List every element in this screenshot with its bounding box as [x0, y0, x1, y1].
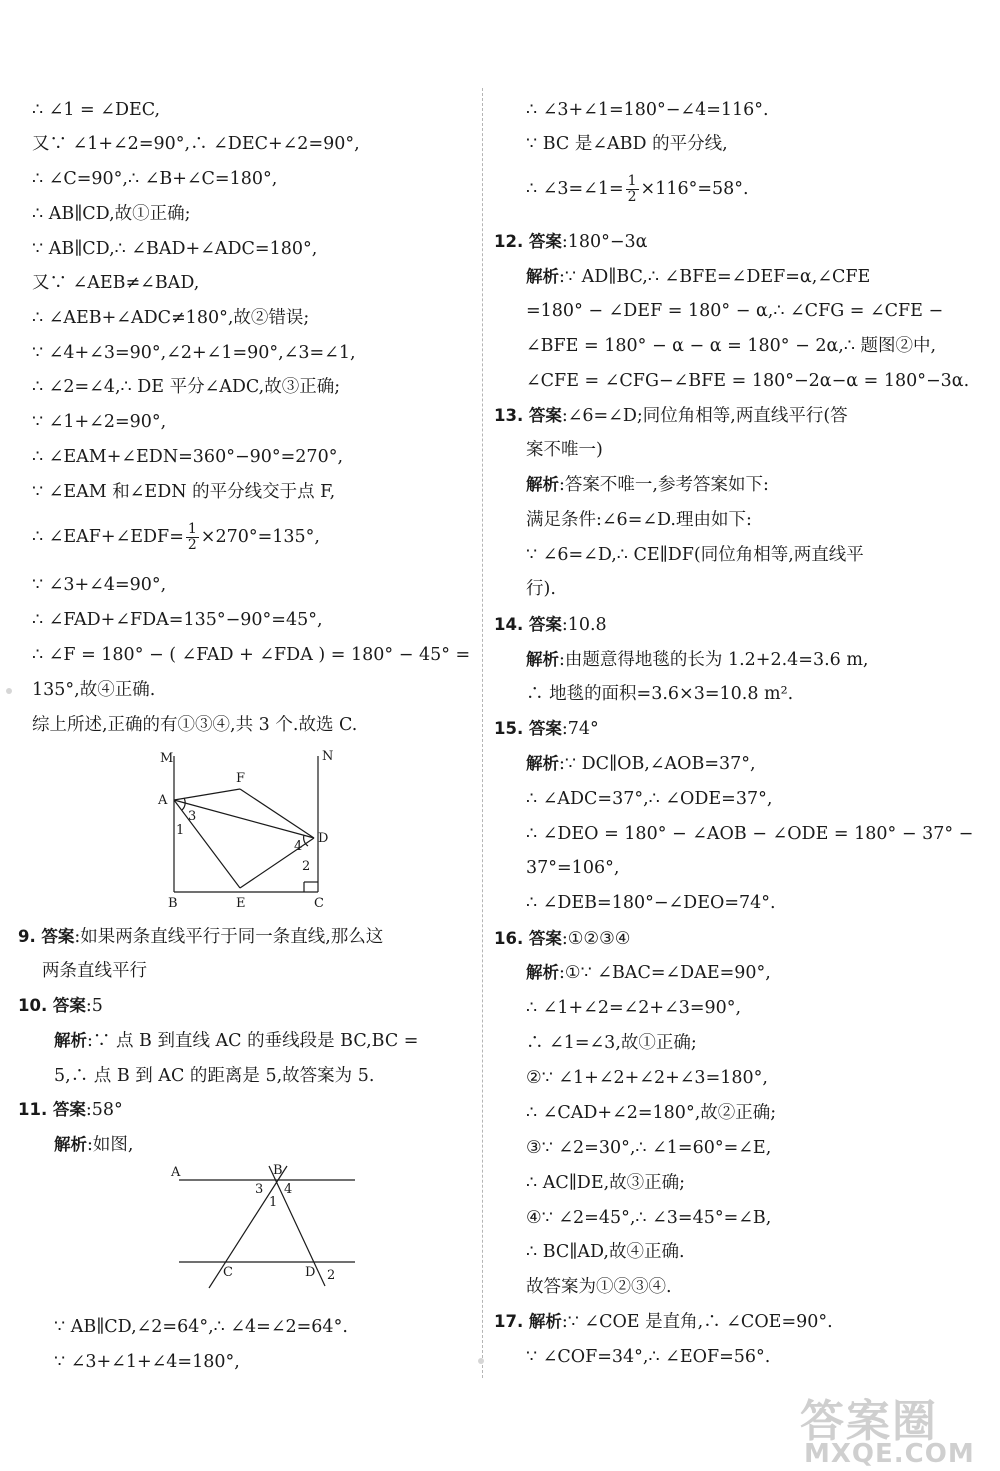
text-line: ∴ ∠DEO = 180° − ∠AOB − ∠ODE = 180° − 37° −	[526, 824, 974, 844]
explanation-line	[526, 647, 869, 673]
question-number: 14.	[494, 615, 524, 634]
answer-label: 答案	[528, 615, 562, 634]
answer-text: :74°	[561, 719, 599, 739]
text-line: 又∵ ∠1+∠2=90°,∴ ∠DEC+∠2=90°,	[32, 134, 360, 154]
fraction	[186, 522, 199, 553]
answer-text: :如果两条直线平行于同一条直线,那么这	[74, 927, 384, 947]
text-line: ∵ ∠3+∠1+∠4=180°,	[54, 1352, 240, 1372]
point-label-n: N	[322, 749, 334, 764]
text-segment: ∴ ∠3=∠1=	[526, 179, 624, 199]
text-line: ∴ ∠ADC=37°,∴ ∠ODE=37°,	[526, 789, 773, 809]
answer-label: 答案	[528, 232, 562, 251]
text-line: ∴ ∠1=∠3,故①正确;	[526, 1033, 697, 1053]
fraction-numerator: 1	[187, 521, 197, 537]
explanation-label: 解析	[526, 267, 559, 286]
question-number: 9.	[18, 927, 36, 946]
transversal-bd	[269, 1166, 325, 1286]
point-label-a: A	[158, 793, 168, 808]
question-9	[18, 924, 383, 950]
explanation-label: 解析	[526, 754, 559, 773]
angle-label-1: 1	[269, 1195, 278, 1210]
question-16	[494, 926, 630, 952]
explanation-text: :答案不唯一,参考答案如下:	[559, 475, 769, 495]
explanation-label: 解析	[54, 1031, 87, 1050]
question-15	[494, 716, 599, 742]
text-line: ∴ ∠DEB=180°−∠DEO=74°.	[526, 893, 776, 913]
watermark-url: MXQE.COM	[804, 1439, 975, 1469]
text-line: 又∵ ∠AEB≠∠BAD,	[32, 273, 200, 293]
text-line: ∵ ∠EAM 和∠EDN 的平分线交于点 F,	[32, 482, 336, 502]
angle-label-3: 3	[188, 809, 197, 824]
fraction-line	[526, 174, 749, 205]
text-line: ∵ ∠3+∠4=90°,	[32, 575, 167, 595]
text-line: ∴ AB∥CD,故①正确;	[32, 204, 191, 224]
question-number: 13.	[494, 406, 524, 425]
explanation-text: :∵ 点 B 到直线 AC 的垂线段是 BC,BC =	[87, 1031, 419, 1051]
point-label-m: M	[160, 751, 174, 766]
question-11	[18, 1097, 123, 1123]
text-line: ∴ ∠3+∠1=180°−∠4=116°.	[526, 100, 769, 120]
point-label-d: D	[305, 1265, 316, 1280]
explanation-text: :①∵ ∠BAC=∠DAE=90°,	[559, 963, 771, 983]
text-line: ∴ ∠1+∠2=∠2+∠3=90°,	[526, 998, 742, 1018]
column-divider	[482, 88, 484, 1378]
text-line: ∵ ∠COF=34°,∴ ∠EOF=56°.	[526, 1347, 771, 1367]
explanation-text: :由题意得地毯的长为 1.2+2.4=3.6 m,	[559, 650, 869, 670]
text-line: ∵ ∠4+∠3=90°,∠2+∠1=90°,∠3=∠1,	[32, 343, 356, 363]
text-line: ∠CFE = ∠CFG−∠BFE = 180°−2α−α = 180°−3α.	[526, 371, 970, 391]
decorative-dot	[6, 688, 12, 694]
fraction	[626, 174, 639, 205]
question-number: 16.	[494, 929, 524, 948]
text-line: ∴ ∠FAD+∠FDA=135°−90°=45°,	[32, 610, 323, 630]
explanation-line	[526, 264, 870, 290]
point-label-d: D	[318, 831, 329, 846]
answer-text: :180°−3α	[561, 232, 648, 252]
angle-label-3: 3	[255, 1182, 264, 1197]
angle-label-1: 1	[176, 823, 185, 838]
geometry-figure-1	[150, 742, 350, 912]
text-line: ∴ ∠AEB+∠ADC≠180°,故②错误;	[32, 308, 310, 328]
line-fd	[240, 789, 314, 838]
text-line: ∴ ∠CAD+∠2=180°,故②正确;	[526, 1103, 777, 1123]
question-number: 11.	[18, 1100, 48, 1119]
answer-text: :①②③④	[561, 929, 631, 949]
question-number: 17.	[494, 1312, 524, 1331]
point-label-c: C	[314, 896, 324, 911]
text-line: ②∵ ∠1+∠2+∠2+∠3=180°,	[526, 1068, 768, 1088]
fraction-numerator: 1	[627, 173, 637, 189]
text-line: ∴ AC∥DE,故③正确;	[526, 1173, 686, 1193]
fraction-denominator: 2	[627, 189, 637, 205]
answer-text: :∠6=∠D;同位角相等,两直线平行(答	[561, 406, 848, 426]
point-label-e: E	[236, 896, 246, 911]
text-line: 综上所述,正确的有①③④,共 3 个.故选 C.	[32, 715, 358, 735]
text-line: 5,∴ 点 B 到 AC 的距离是 5,故答案为 5.	[54, 1066, 375, 1086]
angle-label-4: 4	[294, 839, 303, 854]
text-line: ∴ 地毯的面积=3.6×3=10.8 m².	[526, 684, 794, 704]
answer-label: 答案	[52, 1100, 86, 1119]
point-label-c: C	[223, 1265, 233, 1280]
text-line: ∴ ∠1 = ∠DEC,	[32, 100, 161, 120]
text-line: ∴ BC∥AD,故④正确.	[526, 1242, 685, 1262]
question-14	[494, 612, 607, 638]
text-line: 故答案为①②③④.	[526, 1277, 672, 1297]
explanation-line	[54, 1132, 133, 1158]
text-line: =180° − ∠DEF = 180° − α,∴ ∠CFG = ∠CFE −	[526, 301, 944, 321]
text-line: ∵ ∠1+∠2=90°,	[32, 412, 167, 432]
question-number: 10.	[18, 996, 48, 1015]
angle-label-2: 2	[302, 859, 311, 874]
explanation-label: 解析	[528, 1312, 562, 1331]
explanation-text: :∵ DC∥OB,∠AOB=37°,	[559, 754, 756, 774]
explanation-line	[526, 472, 769, 498]
question-number: 15.	[494, 719, 524, 738]
text-line: ∴ ∠C=90°,∴ ∠B+∠C=180°,	[32, 169, 278, 189]
angle-arc	[182, 798, 185, 810]
answer-label: 答案	[52, 996, 86, 1015]
point-label-a: A	[171, 1165, 181, 1180]
answer-text: :58°	[85, 1100, 123, 1120]
text-line: ④∵ ∠2=45°,∴ ∠3=45°=∠B,	[526, 1208, 772, 1228]
text-line: 满足条件:∠6=∠D.理由如下:	[526, 510, 752, 530]
text-line: ∵ AB∥CD,∴ ∠BAD+∠ADC=180°,	[32, 239, 318, 259]
explanation-text: :∵ ∠COE 是直角,∴ ∠COE=90°.	[561, 1312, 833, 1332]
explanation-text: :如图,	[87, 1135, 134, 1155]
text-line: 两条直线平行	[42, 961, 147, 981]
watermark-text: 答案圈	[800, 1396, 938, 1447]
text-line: ∠BFE = 180° − α − α = 180° − 2α,∴ 题图②中,	[526, 336, 937, 356]
text-line: 行).	[526, 579, 556, 599]
answer-text: :5	[85, 996, 103, 1016]
answer-label: 答案	[528, 929, 562, 948]
text-segment: ∴ ∠EAF+∠EDF=	[32, 527, 184, 547]
geometry-figure-2	[165, 1160, 365, 1290]
question-13	[494, 403, 848, 429]
explanation-label: 解析	[526, 475, 559, 494]
explanation-label: 解析	[526, 650, 559, 669]
text-segment: ×270°=135°,	[200, 527, 320, 547]
explanation-line	[526, 960, 771, 986]
watermark-logo	[800, 1385, 995, 1469]
answer-label: 答案	[528, 406, 562, 425]
point-label-b: B	[273, 1163, 283, 1178]
answer-label: 答案	[41, 927, 75, 946]
explanation-text: :∵ AD∥BC,∴ ∠BFE=∠DEF=α,∠CFE	[559, 267, 871, 287]
question-number: 12.	[494, 232, 524, 251]
question-17	[494, 1309, 833, 1335]
line-ae	[174, 800, 240, 888]
text-line: ∵ BC 是∠ABD 的平分线,	[526, 134, 728, 154]
text-line: ③∵ ∠2=30°,∴ ∠1=60°=∠E,	[526, 1138, 772, 1158]
decorative-dot	[478, 1358, 484, 1364]
text-line: 37°=106°,	[526, 858, 620, 878]
answer-label: 答案	[528, 719, 562, 738]
text-line: ∴ ∠EAM+∠EDN=360°−90°=270°,	[32, 447, 344, 467]
fraction-line	[32, 522, 320, 553]
text-line: ∵ ∠6=∠D,∴ CE∥DF(同位角相等,两直线平	[526, 545, 864, 565]
point-label-b: B	[168, 896, 178, 911]
question-10	[18, 993, 103, 1019]
explanation-label: 解析	[526, 963, 559, 982]
explanation-line	[526, 751, 756, 777]
text-segment: ×116°=58°.	[640, 179, 749, 199]
fraction-denominator: 2	[187, 537, 197, 553]
text-line: 135°,故④正确.	[32, 680, 156, 700]
answer-text: :10.8	[561, 615, 607, 635]
text-line: ∴ ∠F = 180° − ( ∠FAD + ∠FDA ) = 180° − 45° =	[32, 645, 471, 665]
text-line: ∴ ∠2=∠4,∴ DE 平分∠ADC,故③正确;	[32, 377, 341, 397]
text-line: ∵ AB∥CD,∠2=64°,∴ ∠4=∠2=64°.	[54, 1317, 348, 1337]
angle-label-2: 2	[327, 1268, 336, 1283]
text-line: 案不唯一)	[526, 440, 603, 460]
point-label-f: F	[236, 771, 246, 786]
explanation-label: 解析	[54, 1135, 87, 1154]
question-12	[494, 229, 647, 255]
transversal-bc	[209, 1166, 287, 1288]
angle-label-4: 4	[284, 1182, 293, 1197]
explanation-line	[54, 1028, 418, 1054]
